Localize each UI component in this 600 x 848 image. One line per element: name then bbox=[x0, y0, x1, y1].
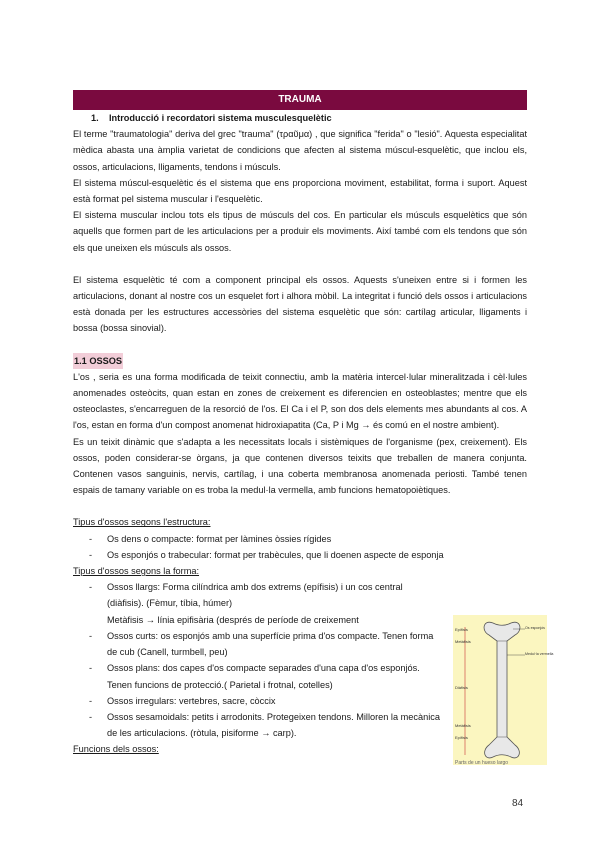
shape-types-title: Tipus d'ossos segons la forma: bbox=[73, 566, 200, 577]
label-medullary: Medul·la vermella bbox=[525, 652, 554, 656]
list-item bbox=[73, 579, 441, 628]
list-item: - Ossos plans: dos capes d'os compacte separades d'una capa d'os esponjós. Tenen funcions de protecció.( Parietal i frotnal, cotelles) bbox=[73, 660, 441, 692]
section-heading bbox=[73, 110, 527, 126]
metaphysis-note: Metàfisis → línia epifisària (després de període de creixement bbox=[107, 614, 359, 625]
label-spongy: Os esponjós bbox=[525, 626, 545, 630]
functions-title: Funcions dels ossos: bbox=[73, 744, 159, 755]
label-metaphysis-top: Metàfisis bbox=[455, 639, 471, 644]
bone-paragraph: Es un teixit dinàmic que s'adapta a les necessitats locals i sistèmiques de l'organisme (pex, creixement). Els ossos, poden considerar-se òrgans, ja que contenen diversos teixits que treballen de manera conjunta. Contenen vasos sanguinis, nervis, cartílag, i una coberta membranosa anomenada periosti. També tenen espais de tamany variable on es troba la medul·la vermella, amb funcions hematopoiètiques. bbox=[73, 436, 527, 496]
list-item: - Ossos curts: os esponjós amb una superfície prima d'os compacte. Tenen forma de cub (Canell, turmbell, peu) bbox=[73, 628, 441, 660]
intro-paragraph: El terme "traumatologia" deriva del grec "trauma" (τραῦμα) , que significa "ferida" o "lesió". Aquesta especialitat mèdica abasta una àmplia varietat de condicions que afecten al sistema múscul-esquelètic, que inclou els, ossos, articulacions, lligaments, tendons i músculs. bbox=[73, 129, 527, 172]
list-item-text: Ossos llargs: Forma cilíndrica amb dos extrems (epífisis) i un cos central (diàfisis). (Fèmur, tíbia, húmer) bbox=[107, 582, 403, 609]
heading-text: Introducció i recordatori sistema musculesquelètic bbox=[109, 113, 332, 123]
long-bone-figure bbox=[453, 615, 554, 765]
list-item: - Ossos irregulars: vertebres, sacre, còccix bbox=[73, 693, 441, 709]
structure-types-title: Tipus d'ossos segons l'estructura: bbox=[73, 517, 211, 528]
list-item: - Ossos sesamoidals: petits i arrodonits. Protegeixen tendons. Milloren la mecànica de les articulacions. (ròtula, pisiforme → carp). bbox=[73, 709, 441, 741]
subsection-heading: 1.1 OSSOS bbox=[73, 353, 123, 369]
bone-shape bbox=[484, 622, 520, 758]
list-item: - Os esponjós o trabecular: format per trabècules, que li doenen aspecte de esponja bbox=[73, 547, 527, 563]
label-metaphysis-bottom: Metàfisis bbox=[455, 723, 471, 728]
structure-types-list bbox=[73, 531, 527, 563]
label-diaphysis: Diàfisis bbox=[455, 685, 468, 690]
list-item: - Os dens o compacte: format per làmines òssies rígides bbox=[73, 531, 527, 547]
label-epiphysis-top: Epífisis bbox=[455, 627, 468, 632]
chapter-banner: TRAUMA bbox=[73, 90, 527, 110]
figure-caption: Parts de un hueso largo bbox=[455, 760, 509, 766]
bone-paragraph: L'os , seria es una forma modificada de teixit connectiu, amb la matèria intercel·lular mineralitzada i cèl·lules anomenades osteòcits, quan estan en zones de creixement es diferencien en osteoblastes; mentre que els osteoclastes, s'encarreguen de la resorció de l'os. El Ca i el P, son dos dels elements mes abundants al cos. A l'os, estan en forma d'un compost anomenat hidroxiapatita (Ca, P i Mg → és comú en el nostre ambient). bbox=[73, 371, 527, 431]
heading-number: 1. bbox=[91, 113, 99, 123]
long-bone-diagram bbox=[453, 615, 554, 765]
skeletal-paragraph: El sistema esquelètic té com a component principal els ossos. Aquests s'uneixen entre si i formen les articulacions, donant al nostre cos un esquelet fort i alhora mòbil. La integritat i funció dels ossos i articulacions està donada per les estructures accessòries del sistema esquelètic que són: cartílag articular, lligaments i bossa (bossa sinovial). bbox=[73, 274, 527, 334]
intro-paragraph: El sistema múscul-esquelètic és el sistema que ens proporciona moviment, estabilitat, forma i suport. Aquest està format pel sistema muscular i l'esquelètic. bbox=[73, 177, 527, 205]
label-epiphysis-bottom: Epífisis bbox=[455, 735, 468, 740]
intro-paragraph: El sistema muscular inclou tots els tipus de músculs del cos. En particular els músculs esquelètics que són aquells que formen part de les articulacions per a produir els moviments. Així també com els tendons que són els que uneixen els músculs als ossos. bbox=[73, 210, 527, 253]
page-number: 84 bbox=[512, 798, 524, 809]
